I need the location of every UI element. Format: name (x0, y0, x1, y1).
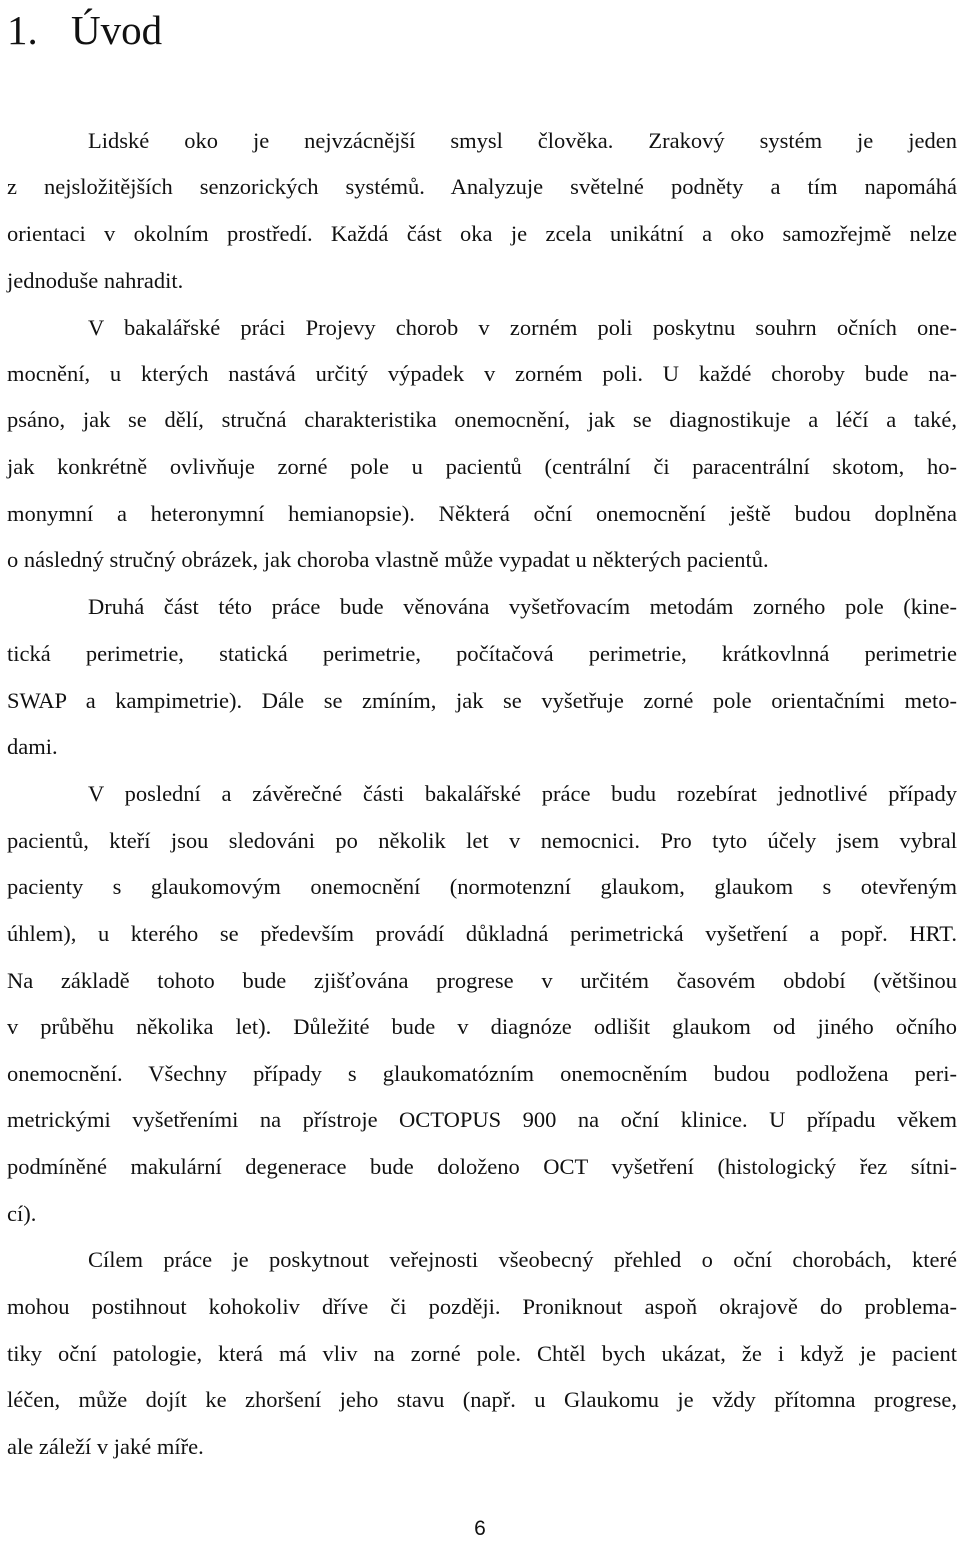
text-line: psáno, jak se dělí, stručná charakteristika onemocnění, jak se diagnostikuje a léčí a také, (7, 407, 957, 432)
text-line: tická perimetrie, statická perimetrie, počítačová perimetrie, krátkovlnná perimetrie (7, 641, 957, 666)
chapter-heading (7, 4, 162, 56)
text-line: z nejsložitějších senzorických systémů. Analyzuje světelné podněty a tím napomáhá (7, 174, 957, 199)
text-line: v průběhu několika let). Důležité bude v diagnóze odlišit glaukom od jiného očního (7, 1014, 957, 1039)
text-line: Druhá část této práce bude věnována vyšetřovacím metodám zorného pole (kine- (88, 594, 957, 619)
text-line: metrickými vyšetřeními na přístroje OCTOPUS 900 na oční klinice. U případu věkem (7, 1107, 957, 1132)
text-line: podmíněné makulární degenerace bude doloženo OCT vyšetření (histologický řez sítni- (7, 1154, 957, 1179)
text-line: léčen, může dojít ke zhoršení jeho stavu (např. u Glaukomu je vždy přítomna progrese, (7, 1387, 957, 1412)
text-line: V poslední a závěrečné části bakalářské práce budu rozebírat jednotlivé případy (88, 781, 957, 806)
text-line: jak konkrétně ovlivňuje zorné pole u pacientů (centrální či paracentrální skotom, ho- (7, 454, 957, 479)
chapter-title: Úvod (71, 7, 163, 53)
text-line: o následný stručný obrázek, jak choroba vlastně může vypadat u některých pacientů. (7, 547, 769, 572)
text-line: tiky oční patologie, která má vliv na zorné pole. Chtěl bych ukázat, že i když je pacient (7, 1341, 957, 1366)
text-line: V bakalářské práci Projevy chorob v zorném poli poskytnu souhrn očních one- (88, 315, 957, 340)
text-line: orientaci v okolním prostředí. Každá část oka je zcela unikátní a oko samozřejmě nelze (7, 221, 957, 246)
text-line: onemocnění. Všechny případy s glaukomatózním onemocněním budou podložena peri- (7, 1061, 957, 1086)
text-line: jednoduše nahradit. (7, 268, 184, 293)
text-line: mocnění, u kterých nastává určitý výpadek v zorném poli. U každé choroby bude na- (7, 361, 957, 386)
text-line: pacienty s glaukomovým onemocnění (normotenzní glaukom, glaukom s otevřeným (7, 874, 957, 899)
text-line: Cílem práce je poskytnout veřejnosti všeobecný přehled o oční chorobách, které (88, 1247, 957, 1272)
text-line: mohou postihnout kohokoliv dříve či později. Proniknout aspoň okrajově do problema- (7, 1294, 957, 1319)
page-number: 6 (474, 1517, 486, 1540)
text-line: dami. (7, 734, 58, 759)
text-line: Na základě tohoto bude zjišťována progrese v určitém časovém období (většinou (7, 968, 957, 993)
text-line: Lidské oko je nejvzácnější smysl člověka. Zrakový systém je jeden (88, 128, 957, 153)
text-line: pacientů, kteří jsou sledováni po několik let v nemocnici. Pro tyto účely jsem vybral (7, 828, 957, 853)
text-line: cí). (7, 1201, 37, 1226)
text-line: monymní a heteronymní hemianopsie). Některá oční onemocnění ještě budou doplněna (7, 501, 957, 526)
chapter-number: 1. (7, 7, 38, 53)
text-line: SWAP a kampimetrie). Dále se zmíním, jak se vyšetřuje zorné pole orientačními meto- (7, 688, 957, 713)
text-line: úhlem), u kterého se především provádí důkladná perimetrická vyšetření a popř. HRT. (7, 921, 957, 946)
text-line: ale záleží v jaké míře. (7, 1434, 204, 1459)
